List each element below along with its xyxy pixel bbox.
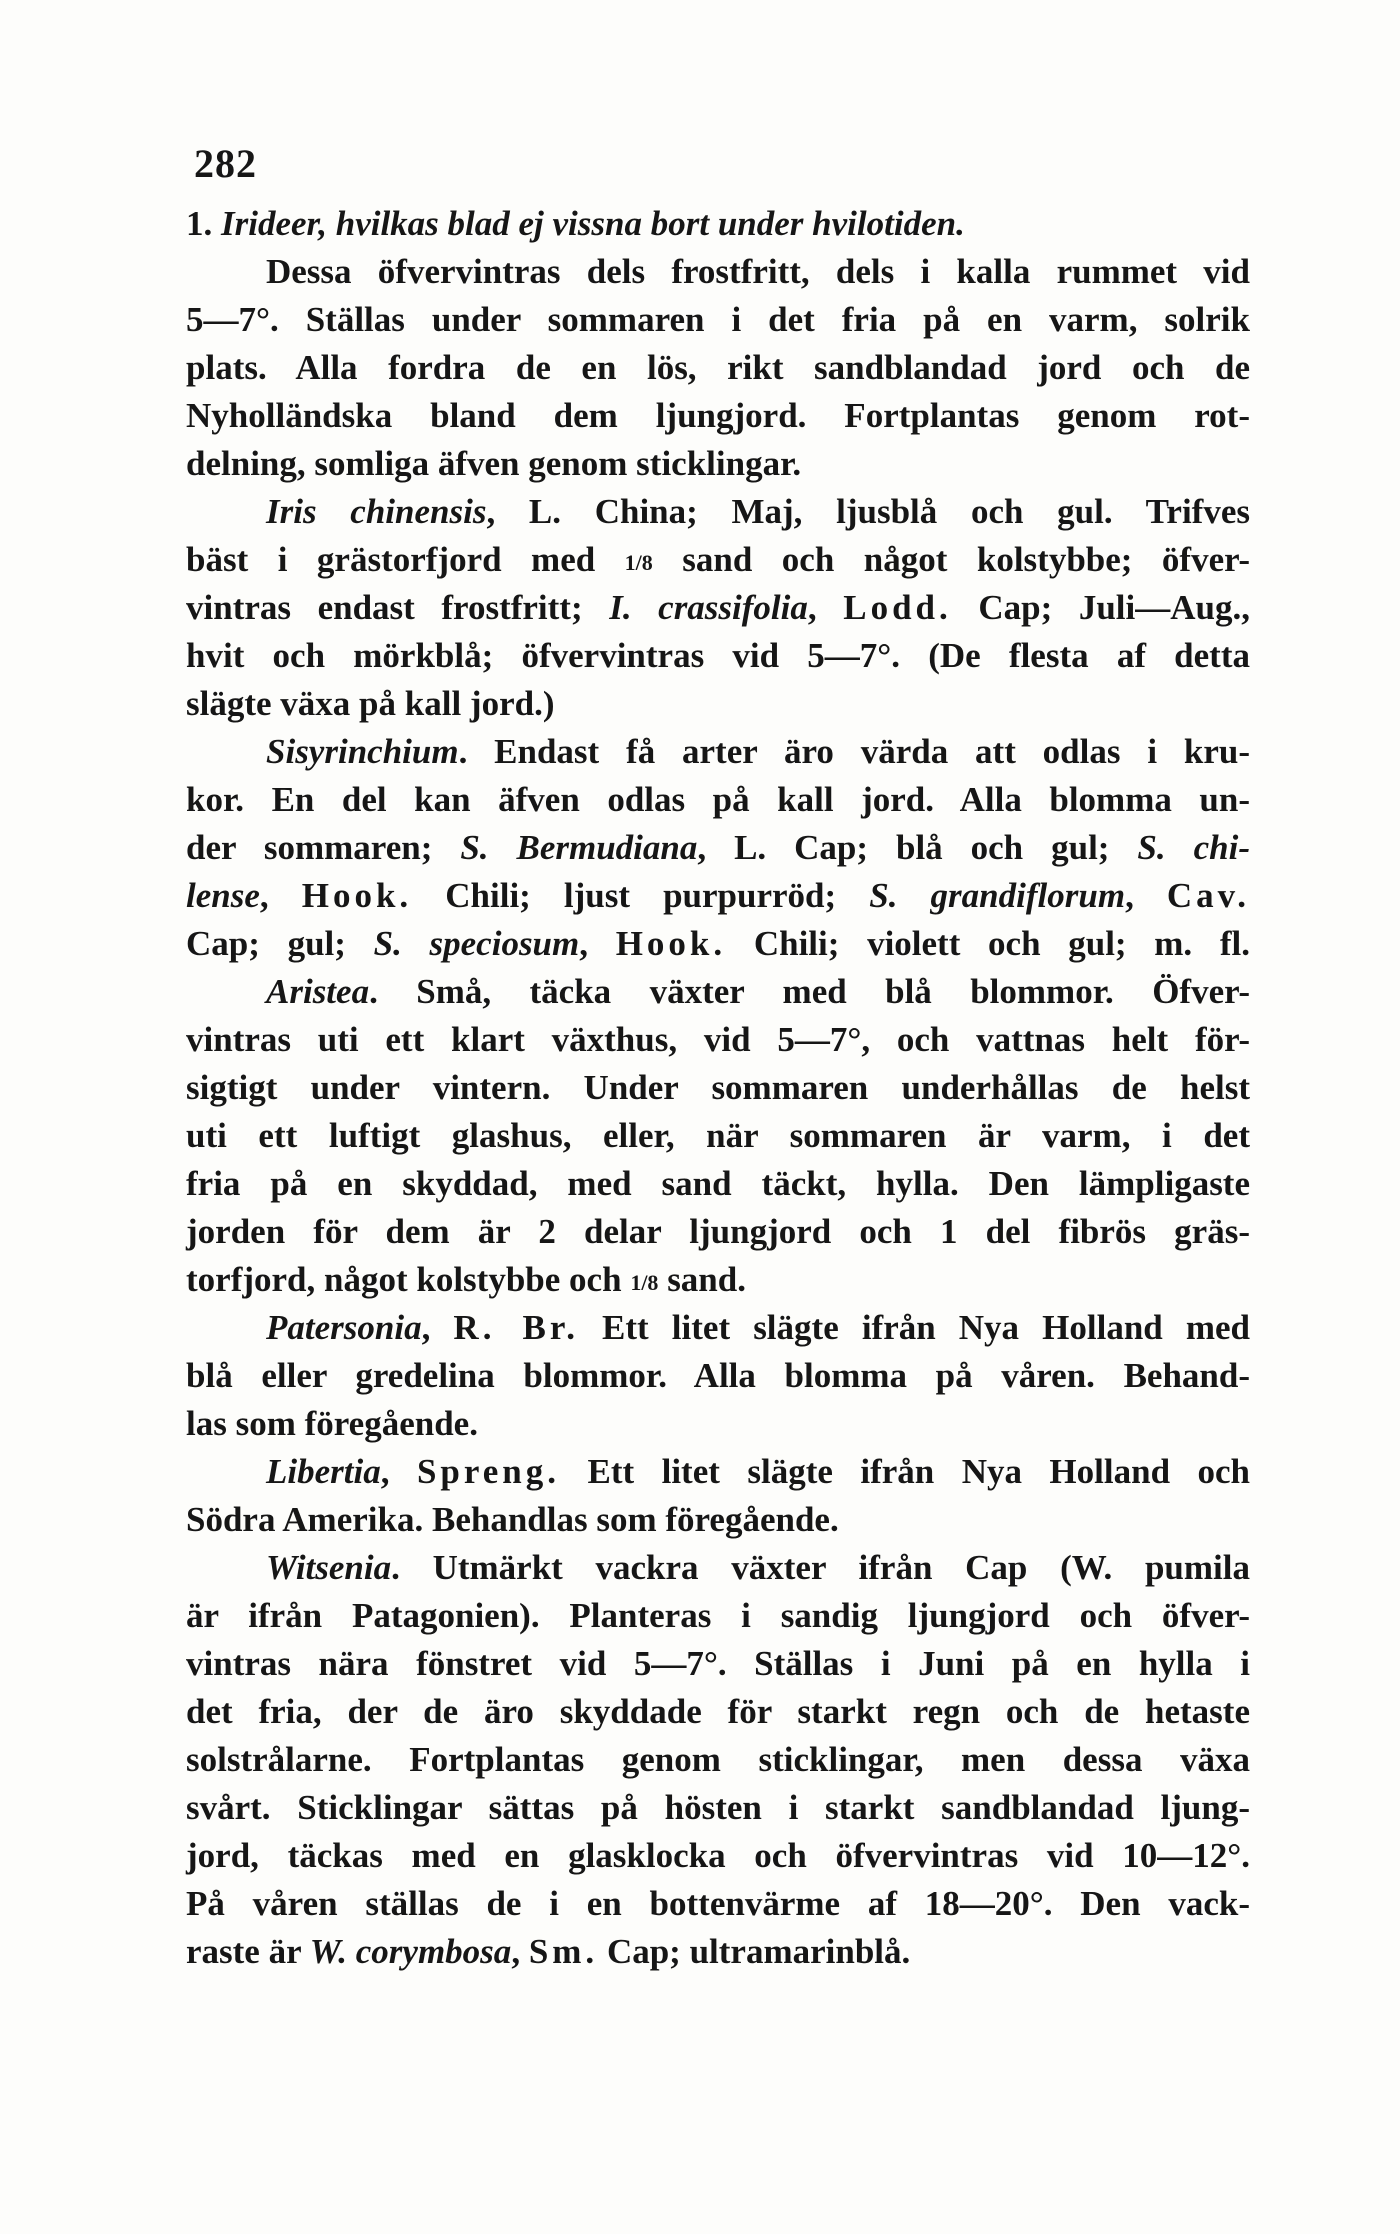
text-segment: , [421,1308,454,1347]
text-segment: sand och något kolstybbe; öfver- [652,540,1250,579]
italic-text: W. corymbosa [309,1932,512,1971]
body-text [186,200,1250,1976]
text-segment: Ett litet slägte ifrån Nya Holland med [578,1308,1250,1347]
text-segment: sigtigt under vintern. Under sommaren underhållas de helst [186,1068,1250,1107]
text-segment: , [579,924,616,963]
text-line [186,488,1250,536]
text-segment: vintras uti ett klart växthus, vid 5—7°, och vattnas helt för- [186,1020,1250,1059]
text-segment: är ifrån Patagonien). Planteras i sandig ljungjord och öfver- [186,1596,1250,1635]
text-line [186,392,1250,440]
text-line [186,1016,1250,1064]
italic-text: S. chi- [1137,828,1250,867]
italic-text: S. grandiflorum [869,876,1126,915]
text-segment: sand. [658,1260,746,1299]
text-segment: . Endast få arter äro värda att odlas i kru- [458,732,1250,771]
text-line [186,1784,1250,1832]
text-line [186,1496,1250,1544]
text-segment: solstrålarne. Fortplantas genom sticklingar, men dessa växa [186,1740,1250,1779]
text-segment: , [259,876,302,915]
text-line [186,1352,1250,1400]
text-segment: Cap; Juli—Aug., [951,588,1250,627]
text-segment: torfjord, något kolstybbe och [186,1260,631,1299]
italic-text: Sisyrinchium [266,732,459,771]
text-segment: , [1125,876,1167,915]
text-line [186,248,1250,296]
text-line [186,536,1250,584]
text-segment: Hook. [301,876,413,915]
text-line [186,296,1250,344]
text-segment: las som föregående. [186,1404,478,1443]
text-segment: blå eller gredelina blommor. Alla blomma på våren. Behand- [186,1356,1250,1395]
text-segment: hvit och mörkblå; öfvervintras vid 5—7°. (De flesta af detta [186,636,1250,675]
text-segment: vintras endast frostfritt; [186,588,610,627]
text-line [186,1880,1250,1928]
text-line [186,680,1250,728]
text-line [186,1928,1250,1976]
text-line [186,1736,1250,1784]
text-line [186,1592,1250,1640]
text-segment: Chili; ljust purpurröd; [412,876,870,915]
text-segment: . Utmärkt vackra växter ifrån Cap (W. pumila [391,1548,1250,1587]
text-segment: Hook. [615,924,727,963]
text-segment: uti ett luftigt glashus, eller, när sommaren är varm, i det [186,1116,1250,1155]
text-segment: 5—7°. Ställas under sommaren i det fria på en varm, solrik [186,300,1250,339]
italic-text: Libertia [266,1452,381,1491]
text-segment: . Små, täcka växter med blå blommor. Öfver- [369,972,1250,1011]
text-segment: Chili; violett och gul; m. fl. [726,924,1250,963]
text-segment: delning, somliga äfven genom sticklingar. [186,444,802,483]
italic-text: S. speciosum [373,924,580,963]
text-segment: Spreng. [416,1452,561,1491]
text-segment: det fria, der de äro skyddade för starkt regn och de hetaste [186,1692,1250,1731]
text-segment: Lodd. [843,588,952,627]
text-segment: vintras nära fönstret vid 5—7°. Ställas i Juni på en hylla i [186,1644,1250,1683]
text-segment: kor. En del kan äfven odlas på kall jord. Alla blomma un- [186,780,1250,819]
text-line [186,1064,1250,1112]
text-segment: jorden för dem är 2 delar ljungjord och 1 del fibrös gräs- [186,1212,1250,1251]
text-segment: Nyholländska bland dem ljungjord. Fortplantas genom rot- [186,396,1250,435]
fraction: 1/8 [624,549,653,575]
text-segment: Södra Amerika. Behandlas som föregående. [186,1500,839,1539]
page-number: 282 [194,141,257,186]
text-line [186,1160,1250,1208]
text-line [186,1400,1250,1448]
heading-number: 1. [186,204,213,243]
italic-text: Iris chinensis [266,492,487,531]
italic-text: lense [186,876,260,915]
heading-title: Irideer, hvilkas blad ej vissna bort under hvilotiden. [221,204,965,243]
italic-text: Witsenia [266,1548,392,1587]
text-line [186,1208,1250,1256]
paragraph-lines [186,248,1250,1976]
text-line [186,1256,1250,1304]
text-segment: Sm. [528,1932,599,1971]
text-segment: , L. Cap; blå och gul; [697,828,1138,867]
text-segment: Cap; ultramarinblå. [598,1932,911,1971]
italic-text: S. Bermudiana [460,828,698,867]
text-segment: svårt. Sticklingar sättas på hösten i starkt sandblandad ljung- [186,1788,1250,1827]
text-segment: , [380,1452,417,1491]
text-segment: , [807,588,844,627]
text-line [186,344,1250,392]
text-segment: , L. China; Maj, ljusblå och gul. Trifves [486,492,1250,531]
text-line [186,1640,1250,1688]
text-line [186,1832,1250,1880]
text-line [186,632,1250,680]
text-line [186,440,1250,488]
italic-text: Aristea [266,972,370,1011]
section-heading [186,200,1250,248]
text-segment: slägte växa på kall jord.) [186,684,555,723]
text-segment: fria på en skyddad, med sand täckt, hylla. Den lämpligaste [186,1164,1250,1203]
text-segment: R. Br. [453,1308,579,1347]
text-segment: , [511,1932,529,1971]
text-segment: plats. Alla fordra de en lös, rikt sandblandad jord och de [186,348,1250,387]
text-line [186,584,1250,632]
text-line [186,872,1250,920]
text-line [186,1112,1250,1160]
text-segment: Dessa öfvervintras dels frostfritt, dels i kalla rummet vid [266,252,1250,291]
italic-text: I. crassifolia [609,588,808,627]
text-line [186,728,1250,776]
text-line [186,1544,1250,1592]
text-segment: der sommaren; [186,828,461,867]
text-line [186,1448,1250,1496]
text-segment: Cav. [1166,876,1250,915]
italic-text: Patersonia [266,1308,422,1347]
text-line [186,920,1250,968]
text-line [186,776,1250,824]
text-segment: Cap; gul; [186,924,374,963]
text-line [186,968,1250,1016]
fraction: 1/8 [630,1269,659,1295]
text-segment: raste är [186,1932,310,1971]
text-segment: På våren ställas de i en bottenvärme af 18—20°. Den vack- [186,1884,1250,1923]
text-line [186,1688,1250,1736]
text-segment: jord, täckas med en glasklocka och öfvervintras vid 10—12°. [186,1836,1250,1875]
text-segment: Ett litet slägte ifrån Nya Holland och [560,1452,1250,1491]
text-line [186,824,1250,872]
text-segment: bäst i grästorfjord med [186,540,625,579]
text-line [186,1304,1250,1352]
